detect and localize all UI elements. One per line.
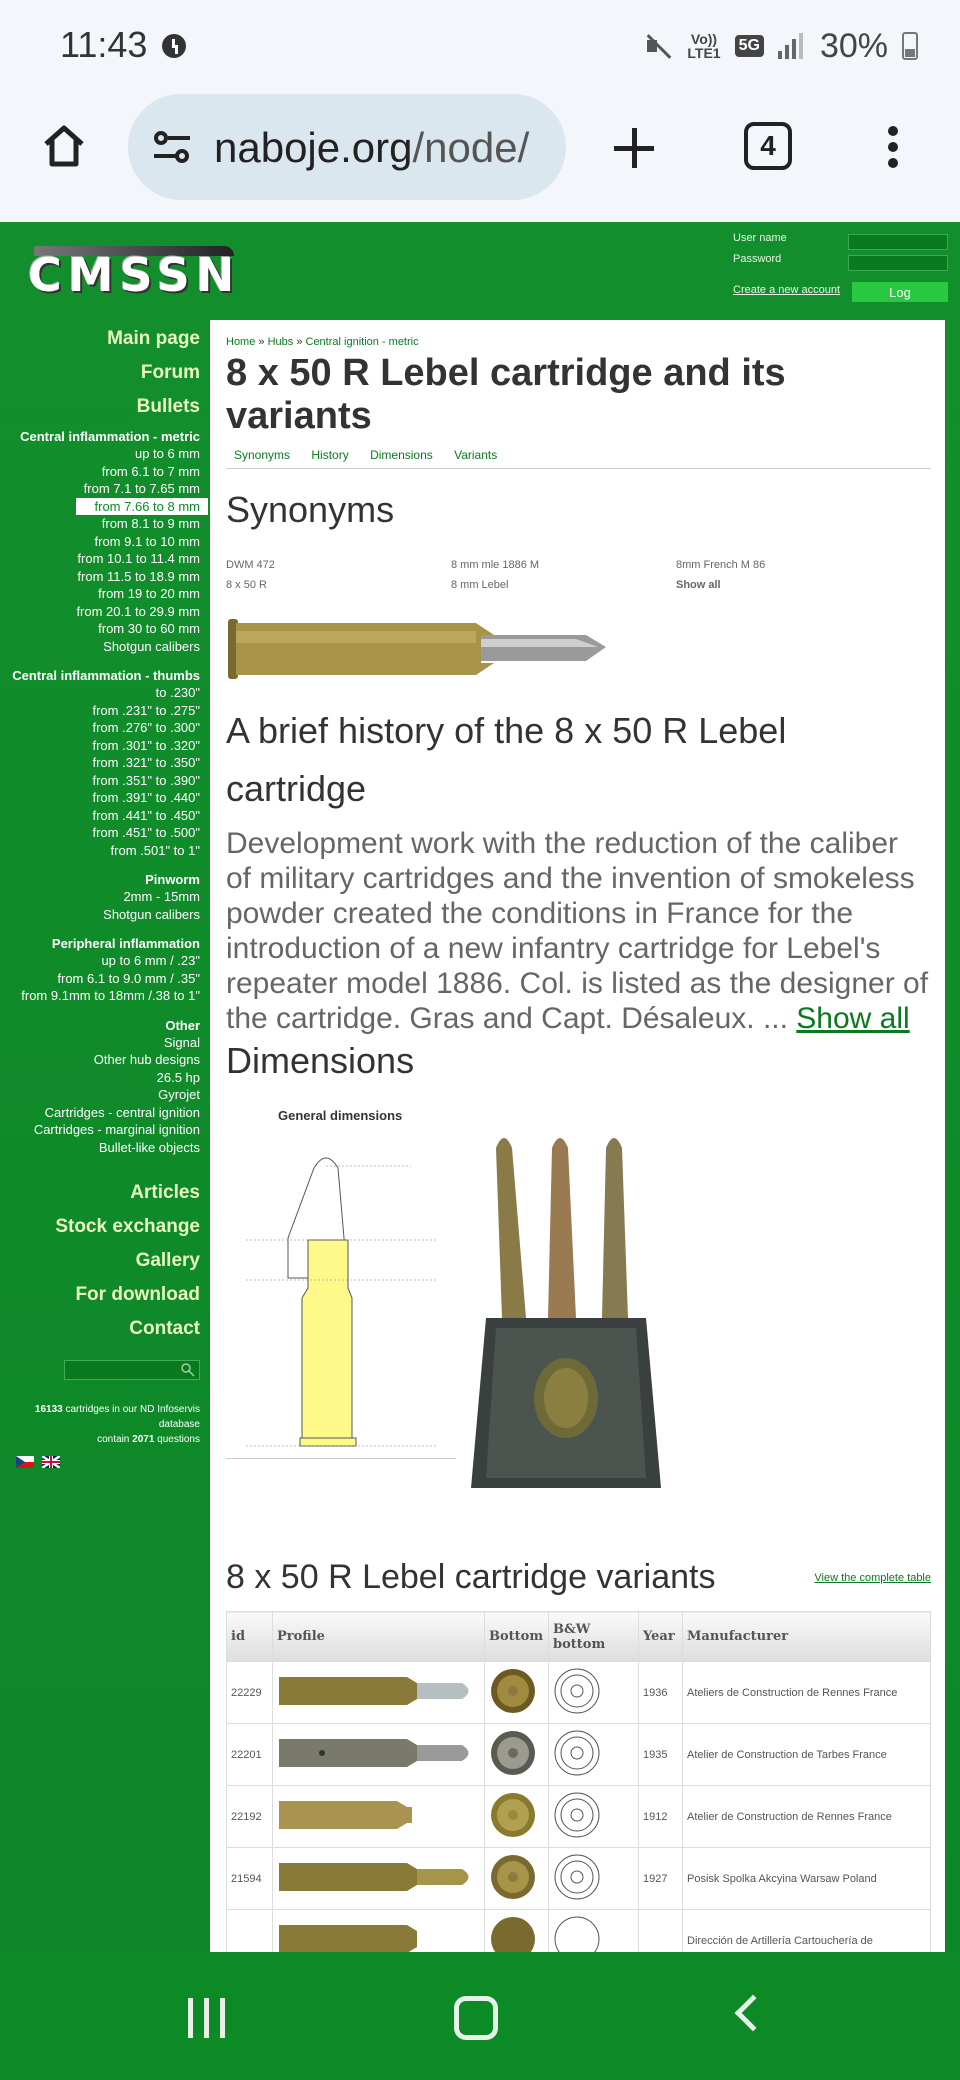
- username-input[interactable]: [848, 234, 948, 250]
- recent-apps-icon[interactable]: [188, 1998, 228, 2038]
- history-text: Development work with the reduction of the caliber of military cartridges and the invention of smokeless powder created the conditions in France for the introduction of a new infantry cartridge for Lebel's repeater model 1886. Col. is listed as the designer of the cartridge. Gras and Capt. Désaleux. ... Show all: [226, 827, 929, 1035]
- variants-heading: 8 x 50 R Lebel cartridge variants: [226, 1558, 931, 1597]
- table-row[interactable]: [227, 1724, 931, 1786]
- breadcrumb-hubs[interactable]: Hubs: [267, 336, 294, 348]
- cell-bottom[interactable]: [485, 1848, 549, 1910]
- language-flags: [0, 1455, 208, 1473]
- cartridge-profile-image: [277, 1731, 477, 1775]
- status-time: 11:43: [60, 24, 148, 65]
- nav-forum[interactable]: Forum: [140, 362, 200, 383]
- nav-item[interactable]: from 10.1 to 11.4 mm: [77, 551, 200, 566]
- nav-contact[interactable]: Contact: [129, 1318, 200, 1339]
- nav-item-active[interactable]: from 7.66 to 8 mm: [76, 498, 208, 516]
- section-metric: Central inflammation - metric: [20, 429, 200, 444]
- section-thumbs: Central inflammation - thumbs: [12, 668, 200, 683]
- cell-year[interactable]: 1927: [639, 1848, 683, 1910]
- headstamp-drawing: [553, 1791, 601, 1839]
- search-icon[interactable]: [181, 1363, 195, 1377]
- cell-profile[interactable]: [273, 1724, 485, 1786]
- nav-item[interactable]: from 6.1 to 9.0 mm / .35": [57, 970, 200, 986]
- headstamp-photo: [489, 1791, 537, 1839]
- nav-item[interactable]: up to 6 mm / .23": [101, 953, 200, 968]
- table-row[interactable]: [227, 1910, 931, 1953]
- cartridge-image: [226, 609, 616, 689]
- nav-item[interactable]: from .276" to .300": [92, 720, 200, 735]
- nav-bullets[interactable]: Bullets: [136, 396, 200, 417]
- col-year[interactable]: Year: [639, 1612, 683, 1662]
- cell-bw-bottom[interactable]: [549, 1662, 639, 1724]
- nav-item[interactable]: from 8.1 to 9 mm: [101, 516, 200, 531]
- cell-manufacturer[interactable]: Atelier de Construction de Rennes France: [683, 1786, 931, 1848]
- cell-year[interactable]: 1936: [639, 1662, 683, 1724]
- headstamp-drawing: [553, 1915, 601, 1952]
- nav-item[interactable]: 2mm - 15mm: [123, 889, 200, 904]
- synonyms-show-all[interactable]: Show all: [676, 579, 721, 591]
- home-button-icon[interactable]: [454, 1996, 498, 2040]
- breadcrumb: Home » Hubs » Central ignition - metric: [226, 336, 419, 348]
- section-other: Other: [165, 1017, 200, 1033]
- cartridge-profile-image: [277, 1669, 477, 1713]
- page-title: 8 x 50 R Lebel cartridge and its variants: [226, 352, 786, 437]
- cell-year[interactable]: 1912: [639, 1786, 683, 1848]
- cell-bw-bottom[interactable]: [549, 1910, 639, 1953]
- nav-articles[interactable]: Articles: [130, 1182, 200, 1203]
- database-stats: 16133 cartridges in our ND Infoservis database contain 2071 questions: [34, 1404, 200, 1445]
- table-row[interactable]: [227, 1848, 931, 1910]
- cell-profile[interactable]: [273, 1848, 485, 1910]
- cell-manufacturer[interactable]: Atelier de Construction de Tarbes France: [683, 1724, 931, 1786]
- synonyms-list: [226, 559, 931, 591]
- cell-bw-bottom[interactable]: [549, 1848, 639, 1910]
- cell-id[interactable]: 21594: [227, 1848, 273, 1910]
- nav-item[interactable]: up to 6 mm: [134, 446, 200, 461]
- status-bar: [0, 0, 960, 90]
- tab-variants[interactable]: Variants: [454, 448, 498, 462]
- cell-id[interactable]: 22229: [227, 1662, 273, 1724]
- nav-item[interactable]: 26.5 hp: [156, 1069, 200, 1085]
- nav-item[interactable]: from 19 to 20 mm: [98, 586, 200, 601]
- 5g-icon: 5G: [735, 35, 764, 57]
- url-text[interactable]: naboje.org/node/: [214, 124, 530, 171]
- headstamp-drawing: [553, 1853, 601, 1901]
- nav-item[interactable]: from .321" to .350": [92, 755, 200, 770]
- nav-item[interactable]: from 11.5 to 18.9 mm: [77, 568, 200, 584]
- history-heading: A brief history of the 8 x 50 R Lebel cartridge: [226, 710, 787, 809]
- nav-main-page[interactable]: Main page: [107, 328, 200, 349]
- headstamp-photo: [489, 1853, 537, 1901]
- sidebar-nav: [0, 322, 208, 1473]
- headstamp-photo: [489, 1667, 537, 1715]
- nav-item[interactable]: from .501" to 1": [110, 842, 200, 858]
- battery-icon: [902, 32, 918, 60]
- nav-item[interactable]: from 9.1 to 10 mm: [94, 533, 200, 549]
- system-nav-bar: [0, 1952, 960, 2080]
- password-input[interactable]: [848, 255, 948, 271]
- cell-id[interactable]: [227, 1910, 273, 1953]
- address-bar[interactable]: [128, 94, 566, 200]
- synonyms-heading: Synonyms: [226, 489, 931, 531]
- sidebar-search-input[interactable]: [64, 1360, 200, 1380]
- signal-icon: [778, 33, 806, 59]
- nav-stock-exchange[interactable]: Stock exchange: [55, 1216, 200, 1237]
- nav-for-download[interactable]: For download: [75, 1284, 200, 1305]
- back-icon[interactable]: [735, 1995, 772, 2032]
- cell-bottom[interactable]: [485, 1910, 549, 1953]
- history-show-all-link[interactable]: Show all: [796, 1002, 910, 1035]
- tab-history[interactable]: History: [311, 448, 349, 462]
- complete-table-link[interactable]: View the complete table: [814, 1572, 931, 1584]
- nav-item[interactable]: from .351" to .390": [92, 772, 200, 788]
- nav-item[interactable]: from .451" to .500": [92, 825, 200, 840]
- section-pinworm: Pinworm: [145, 872, 200, 887]
- browser-toolbar: [0, 90, 960, 222]
- cell-profile[interactable]: [273, 1662, 485, 1724]
- nav-item[interactable]: from 20.1 to 29.9 mm: [76, 603, 200, 619]
- nav-item[interactable]: from 9.1mm to 18mm /.38 to 1": [21, 988, 200, 1003]
- login-button[interactable]: Log: [852, 282, 948, 302]
- cell-year[interactable]: [639, 1910, 683, 1953]
- login-form: [733, 232, 948, 300]
- cell-profile[interactable]: [273, 1786, 485, 1848]
- section-peripheral: Peripheral inflammation: [51, 936, 200, 951]
- nav-item[interactable]: from .441" to .450": [92, 807, 200, 823]
- cell-bw-bottom[interactable]: [549, 1724, 639, 1786]
- variants-header: [226, 1558, 931, 1597]
- nav-item[interactable]: Other hub designs: [93, 1052, 200, 1067]
- table-row[interactable]: [227, 1786, 931, 1848]
- headstamp-photo: [489, 1729, 537, 1777]
- cell-bottom[interactable]: [485, 1786, 549, 1848]
- cell-profile[interactable]: [273, 1910, 485, 1953]
- nav-item[interactable]: from .301" to .320": [92, 737, 200, 753]
- cell-manufacturer[interactable]: Ateliers de Construction de Rennes France: [683, 1662, 931, 1724]
- nav-item[interactable]: from 6.1 to 7 mm: [101, 463, 200, 479]
- nav-item[interactable]: from 30 to 60 mm: [98, 621, 200, 636]
- col-manufacturer[interactable]: Manufacturer: [683, 1612, 931, 1662]
- col-bottom[interactable]: Bottom: [485, 1612, 549, 1662]
- synonym: 8 mm mle 1886 M: [451, 559, 540, 571]
- col-id[interactable]: id: [227, 1612, 273, 1662]
- cell-manufacturer[interactable]: Dirección de Artillería Cartouchería de: [683, 1910, 931, 1953]
- english-flag-icon[interactable]: [42, 1456, 60, 1468]
- nav-item[interactable]: from 7.1 to 7.65 mm: [83, 481, 200, 496]
- headstamp-drawing: [553, 1667, 601, 1715]
- cartridge-clip-photo: [456, 1128, 676, 1508]
- synonym: 8 mm Lebel: [451, 579, 509, 591]
- nav-item[interactable]: Cartridges - marginal ignition: [33, 1122, 200, 1137]
- dimensions-area: [226, 1088, 931, 1548]
- synonym: 8 x 50 R: [226, 579, 267, 591]
- nav-item[interactable]: from .391" to .440": [92, 790, 200, 805]
- cartridge-profile-image: [277, 1855, 477, 1899]
- create-account-link[interactable]: Create a new account: [733, 284, 841, 296]
- dimensions-heading: Dimensions: [226, 1040, 931, 1082]
- new-tab-icon[interactable]: [614, 128, 654, 168]
- cell-bottom[interactable]: [485, 1724, 549, 1786]
- cell-bottom[interactable]: [485, 1662, 549, 1724]
- main-content: [210, 320, 945, 1952]
- nav-item[interactable]: Signal: [163, 1034, 200, 1050]
- nav-item[interactable]: Shotgun calibers: [103, 906, 200, 922]
- breadcrumb-category[interactable]: Central ignition - metric: [305, 336, 419, 348]
- cell-id[interactable]: 22201: [227, 1724, 273, 1786]
- nav-item[interactable]: Shotgun calibers: [103, 638, 200, 654]
- cell-bw-bottom[interactable]: [549, 1786, 639, 1848]
- dimension-drawing: [226, 1148, 456, 1468]
- section-tabs: [226, 442, 931, 469]
- alarm-icon: [162, 34, 186, 58]
- cell-year[interactable]: 1935: [639, 1724, 683, 1786]
- tab-synonyms[interactable]: Synonyms: [234, 448, 291, 462]
- site-settings-icon[interactable]: [152, 130, 192, 164]
- volte-indicator: Vo)) LTE1: [687, 31, 721, 61]
- col-profile[interactable]: Profile: [273, 1612, 485, 1662]
- status-icons: [645, 24, 918, 68]
- variants-table: [226, 1611, 931, 1952]
- nav-item[interactable]: Gyrojet: [158, 1087, 200, 1102]
- synonym: 8mm French M 86: [676, 559, 766, 571]
- breadcrumb-home[interactable]: Home: [226, 336, 256, 348]
- nav-item[interactable]: from .231" to .275": [92, 702, 200, 718]
- dimensions-label: General dimensions: [278, 1108, 403, 1123]
- cartridge-profile-image: [277, 1793, 477, 1837]
- site-logo[interactable]: CMSSN: [28, 248, 241, 302]
- cartridge-profile-image: [277, 1917, 477, 1952]
- tab-switcher-button[interactable]: 4: [744, 122, 792, 170]
- col-bw-bottom[interactable]: B&W bottom: [549, 1612, 639, 1662]
- cell-manufacturer[interactable]: Posisk Spolka Akcyina Warsaw Poland: [683, 1848, 931, 1910]
- website: [0, 222, 960, 1952]
- nav-item[interactable]: to .230": [155, 685, 200, 700]
- nav-gallery[interactable]: Gallery: [135, 1250, 200, 1271]
- headstamp-drawing: [553, 1729, 601, 1777]
- table-row[interactable]: [227, 1662, 931, 1724]
- username-label: User name: [733, 232, 787, 244]
- tab-dimensions[interactable]: Dimensions: [370, 448, 433, 462]
- battery-percent: 30%: [819, 26, 888, 65]
- nav-item[interactable]: Cartridges - central ignition: [44, 1104, 200, 1120]
- nav-item[interactable]: Bullet-like objects: [98, 1139, 200, 1155]
- more-menu-icon[interactable]: [888, 126, 900, 172]
- czech-flag-icon[interactable]: [16, 1456, 34, 1468]
- home-icon[interactable]: [40, 122, 88, 170]
- password-label: Password: [733, 253, 782, 265]
- synonym: DWM 472: [226, 559, 275, 571]
- headstamp-photo: [489, 1915, 537, 1952]
- cell-id[interactable]: 22192: [227, 1786, 273, 1848]
- mute-icon: [645, 32, 673, 60]
